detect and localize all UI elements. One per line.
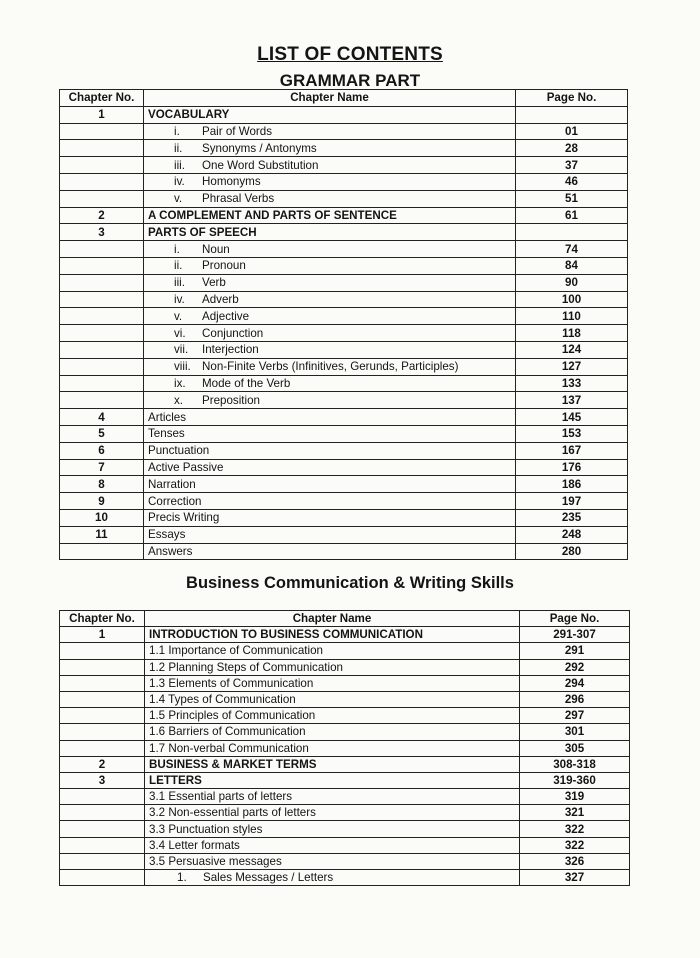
table-row	[60, 627, 630, 643]
chapter-number	[60, 341, 144, 358]
page-number: 321	[520, 805, 630, 821]
chapter-number	[60, 708, 145, 724]
chapter-number	[60, 123, 144, 140]
chapter-number: 3	[60, 224, 144, 241]
chapter-number	[60, 691, 145, 707]
table-row	[60, 675, 630, 691]
table-row	[60, 291, 628, 308]
chapter-name-cell	[144, 291, 516, 308]
chapter-name: Homonyms	[202, 175, 261, 189]
page-number: 294	[520, 675, 630, 691]
table-header-row	[60, 611, 630, 627]
page-number: 301	[520, 724, 630, 740]
chapter-name-cell	[145, 837, 520, 853]
chapter-name-cell	[144, 257, 516, 274]
table-row	[60, 325, 628, 342]
chapter-number	[60, 675, 145, 691]
table-row	[60, 257, 628, 274]
chapter-number	[60, 308, 144, 325]
page-number: 61	[516, 207, 628, 224]
table-row	[60, 708, 630, 724]
page-number: 326	[520, 853, 630, 869]
table-row	[60, 123, 628, 140]
item-numeral: vii.	[174, 343, 189, 357]
chapter-number	[60, 870, 145, 886]
chapter-name-cell	[145, 870, 520, 886]
page-number: 118	[516, 325, 628, 342]
chapter-number	[60, 805, 145, 821]
chapter-name: Narration	[148, 477, 196, 491]
chapter-number: 2	[60, 207, 144, 224]
chapter-name: VOCABULARY	[148, 108, 230, 122]
item-numeral: 1.	[177, 871, 187, 885]
table-row	[60, 274, 628, 291]
page-no-header: Page No.	[520, 611, 630, 627]
chapter-name: 1.7 Non-verbal Communication	[149, 741, 309, 755]
business-section-title: Business Communication & Writing Skills	[186, 574, 514, 592]
chapter-name-cell	[144, 442, 516, 459]
table-row	[60, 190, 628, 207]
chapter-number	[60, 358, 144, 375]
chapter-name: Noun	[202, 242, 230, 256]
table-row	[60, 392, 628, 409]
page-number	[516, 106, 628, 123]
chapter-name: PARTS OF SPEECH	[148, 225, 257, 239]
chapter-name-cell	[144, 493, 516, 510]
chapter-number	[60, 190, 144, 207]
chapter-name-cell	[144, 224, 516, 241]
table-row	[60, 241, 628, 258]
page-number: 133	[516, 375, 628, 392]
grammar-contents-table	[59, 89, 628, 560]
chapter-number	[60, 789, 145, 805]
chapter-number: 2	[60, 756, 145, 772]
chapter-name-cell	[145, 821, 520, 837]
page-number: 319	[520, 789, 630, 805]
chapter-name: Adverb	[202, 292, 239, 306]
chapter-number	[60, 740, 145, 756]
chapter-number	[60, 821, 145, 837]
table-row	[60, 740, 630, 756]
chapter-name-cell	[145, 675, 520, 691]
table-row	[60, 341, 628, 358]
table-row	[60, 853, 630, 869]
table-row	[60, 224, 628, 241]
page-number: 90	[516, 274, 628, 291]
table-row	[60, 358, 628, 375]
chapter-name: 1.6 Barriers of Communication	[149, 725, 306, 739]
table-row	[60, 207, 628, 224]
page-number: 308-318	[520, 756, 630, 772]
chapter-name-cell	[144, 476, 516, 493]
chapter-name-cell	[144, 425, 516, 442]
chapter-name-cell	[144, 274, 516, 291]
chapter-name: Adjective	[202, 309, 250, 323]
table-row	[60, 789, 630, 805]
item-numeral: iv.	[174, 292, 185, 306]
chapter-name: 1.2 Planning Steps of Communication	[149, 660, 343, 674]
chapter-name: Pronoun	[202, 259, 246, 273]
table-row	[60, 375, 628, 392]
chapter-name-cell	[144, 173, 516, 190]
page-number: 291-307	[520, 627, 630, 643]
page-number	[516, 224, 628, 241]
chapter-number: 7	[60, 459, 144, 476]
chapter-name: Preposition	[202, 393, 261, 407]
chapter-number: 8	[60, 476, 144, 493]
item-numeral: ix.	[174, 376, 186, 390]
page-number: 280	[516, 543, 628, 560]
page-number: 197	[516, 493, 628, 510]
chapter-number	[60, 724, 145, 740]
page-number: 127	[516, 358, 628, 375]
chapter-name-cell	[144, 308, 516, 325]
table-row	[60, 643, 630, 659]
chapter-name: Essays	[148, 528, 186, 542]
table-row	[60, 526, 628, 543]
item-numeral: iv.	[174, 175, 185, 189]
chapter-number: 11	[60, 526, 144, 543]
chapter-name-cell	[144, 241, 516, 258]
chapter-number: 6	[60, 442, 144, 459]
chapter-name-cell	[144, 509, 516, 526]
page-number: 124	[516, 341, 628, 358]
item-numeral: v.	[174, 309, 183, 323]
chapter-name: INTRODUCTION TO BUSINESS COMMUNICATION	[149, 628, 423, 642]
chapter-name-cell	[144, 123, 516, 140]
chapter-name: Synonyms / Antonyms	[202, 141, 317, 155]
item-numeral: x.	[174, 393, 184, 407]
business-contents-table	[59, 610, 630, 886]
chapter-name-cell	[145, 643, 520, 659]
chapter-no-header: Chapter No.	[60, 90, 144, 107]
table-row	[60, 308, 628, 325]
chapter-name-cell	[144, 526, 516, 543]
chapter-name: 1.3 Elements of Communication	[149, 676, 314, 690]
chapter-name-cell	[145, 740, 520, 756]
page-number: 248	[516, 526, 628, 543]
table-row	[60, 442, 628, 459]
chapter-number: 4	[60, 409, 144, 426]
chapter-name-cell	[145, 708, 520, 724]
chapter-name-cell	[144, 409, 516, 426]
table-header-row	[60, 90, 628, 107]
page-number: 145	[516, 409, 628, 426]
chapter-number	[60, 853, 145, 869]
page-number: 51	[516, 190, 628, 207]
chapter-number: 9	[60, 493, 144, 510]
item-numeral: ii.	[174, 259, 183, 273]
table-row	[60, 509, 628, 526]
chapter-name: 3.4 Letter formats	[149, 838, 240, 852]
chapter-name: Precis Writing	[148, 511, 220, 525]
chapter-name-header: Chapter Name	[145, 611, 520, 627]
page-number: 186	[516, 476, 628, 493]
chapter-name-cell	[144, 543, 516, 560]
chapter-name: Conjunction	[202, 326, 264, 340]
table-row	[60, 772, 630, 788]
chapter-number: 1	[60, 106, 144, 123]
chapter-number: 1	[60, 627, 145, 643]
chapter-number	[60, 173, 144, 190]
chapter-number	[60, 837, 145, 853]
chapter-name-cell	[144, 190, 516, 207]
chapter-name: BUSINESS & MARKET TERMS	[149, 757, 317, 771]
table-row	[60, 691, 630, 707]
chapter-name: Interjection	[202, 343, 259, 357]
grammar-section-title: GRAMMAR PART	[279, 71, 421, 90]
chapter-name: Tenses	[148, 427, 185, 441]
chapter-name: Articles	[148, 410, 187, 424]
chapter-name-cell	[145, 627, 520, 643]
chapter-name: 1.4 Types of Communication	[149, 693, 296, 707]
page-number: 84	[516, 257, 628, 274]
table-row	[60, 543, 628, 560]
chapter-name-cell	[145, 805, 520, 821]
chapter-name: A COMPLEMENT AND PARTS OF SENTENCE	[148, 208, 397, 222]
chapter-name-cell	[144, 392, 516, 409]
table-row	[60, 476, 628, 493]
item-numeral: iii.	[174, 276, 185, 290]
page-title: LIST OF CONTENTS	[257, 44, 443, 65]
table-row	[60, 106, 628, 123]
chapter-name: Non-Finite Verbs (Infinitives, Gerunds, Participles)	[202, 360, 459, 374]
chapter-number	[60, 659, 145, 675]
chapter-name: 3.3 Punctuation styles	[149, 822, 263, 836]
chapter-name: Verb	[202, 276, 226, 290]
item-numeral: vi.	[174, 326, 186, 340]
table-row	[60, 425, 628, 442]
page-number: 46	[516, 173, 628, 190]
page-number: 28	[516, 140, 628, 157]
chapter-name: Mode of the Verb	[202, 376, 291, 390]
page-number: 305	[520, 740, 630, 756]
page-number: 322	[520, 837, 630, 853]
chapter-name-cell	[144, 207, 516, 224]
chapter-name-cell	[144, 140, 516, 157]
page-number: 292	[520, 659, 630, 675]
table-row	[60, 459, 628, 476]
table-row	[60, 493, 628, 510]
chapter-number	[60, 241, 144, 258]
chapter-name: LETTERS	[149, 773, 202, 787]
item-numeral: v.	[174, 192, 183, 206]
chapter-number: 5	[60, 425, 144, 442]
table-row	[60, 870, 630, 886]
chapter-name-cell	[145, 724, 520, 740]
chapter-name: Pair of Words	[202, 124, 273, 138]
chapter-name: Correction	[148, 494, 202, 508]
chapter-name-cell	[145, 659, 520, 675]
table-row	[60, 409, 628, 426]
chapter-name-header: Chapter Name	[144, 90, 516, 107]
chapter-name: Active Passive	[148, 460, 224, 474]
chapter-name-cell	[144, 106, 516, 123]
page-number: 153	[516, 425, 628, 442]
chapter-name: Punctuation	[148, 444, 210, 458]
chapter-name-cell	[144, 341, 516, 358]
chapter-name-cell	[144, 325, 516, 342]
chapter-name: One Word Substitution	[202, 158, 319, 172]
page-number: 322	[520, 821, 630, 837]
chapter-name-cell	[144, 459, 516, 476]
chapter-name: Phrasal Verbs	[202, 192, 275, 206]
page-number: 291	[520, 643, 630, 659]
chapter-number	[60, 140, 144, 157]
item-numeral: iii.	[174, 158, 185, 172]
chapter-name-cell	[144, 157, 516, 174]
chapter-number: 10	[60, 509, 144, 526]
chapter-name: 3.5 Persuasive messages	[149, 854, 282, 868]
table-row	[60, 157, 628, 174]
chapter-number: 3	[60, 772, 145, 788]
table-row	[60, 140, 628, 157]
page-number: 176	[516, 459, 628, 476]
chapter-name-cell	[145, 853, 520, 869]
page-number: 235	[516, 509, 628, 526]
item-numeral: viii.	[174, 360, 191, 374]
page-number: 297	[520, 708, 630, 724]
chapter-name-cell	[144, 358, 516, 375]
chapter-name-cell	[145, 691, 520, 707]
chapter-name: Sales Messages / Letters	[203, 871, 334, 885]
chapter-number	[60, 291, 144, 308]
item-numeral: i.	[174, 124, 180, 138]
page-number: 296	[520, 691, 630, 707]
chapter-name-cell	[145, 756, 520, 772]
item-numeral: ii.	[174, 141, 183, 155]
chapter-name: 1.5 Principles of Communication	[149, 709, 316, 723]
page-no-header: Page No.	[516, 90, 628, 107]
table-row	[60, 837, 630, 853]
table-row	[60, 173, 628, 190]
chapter-number	[60, 274, 144, 291]
chapter-number	[60, 543, 144, 560]
page-number: 110	[516, 308, 628, 325]
chapter-number	[60, 157, 144, 174]
chapter-name-cell	[145, 789, 520, 805]
item-numeral: i.	[174, 242, 180, 256]
page-number: 01	[516, 123, 628, 140]
page-number: 37	[516, 157, 628, 174]
chapter-number	[60, 392, 144, 409]
page-number: 137	[516, 392, 628, 409]
table-row	[60, 805, 630, 821]
chapter-name: 1.1 Importance of Communication	[149, 644, 323, 658]
page-number: 74	[516, 241, 628, 258]
page-number: 319-360	[520, 772, 630, 788]
page-number: 327	[520, 870, 630, 886]
chapter-number	[60, 257, 144, 274]
table-row	[60, 724, 630, 740]
chapter-number	[60, 643, 145, 659]
page-number: 100	[516, 291, 628, 308]
table-row	[60, 821, 630, 837]
chapter-name: 3.2 Non-essential parts of letters	[149, 806, 316, 820]
chapter-name: 3.1 Essential parts of letters	[149, 790, 293, 804]
chapter-no-header: Chapter No.	[60, 611, 145, 627]
chapter-name-cell	[145, 772, 520, 788]
table-row	[60, 659, 630, 675]
chapter-number	[60, 375, 144, 392]
chapter-number	[60, 325, 144, 342]
chapter-name: Answers	[148, 544, 193, 558]
page-number: 167	[516, 442, 628, 459]
table-row	[60, 756, 630, 772]
chapter-name-cell	[144, 375, 516, 392]
